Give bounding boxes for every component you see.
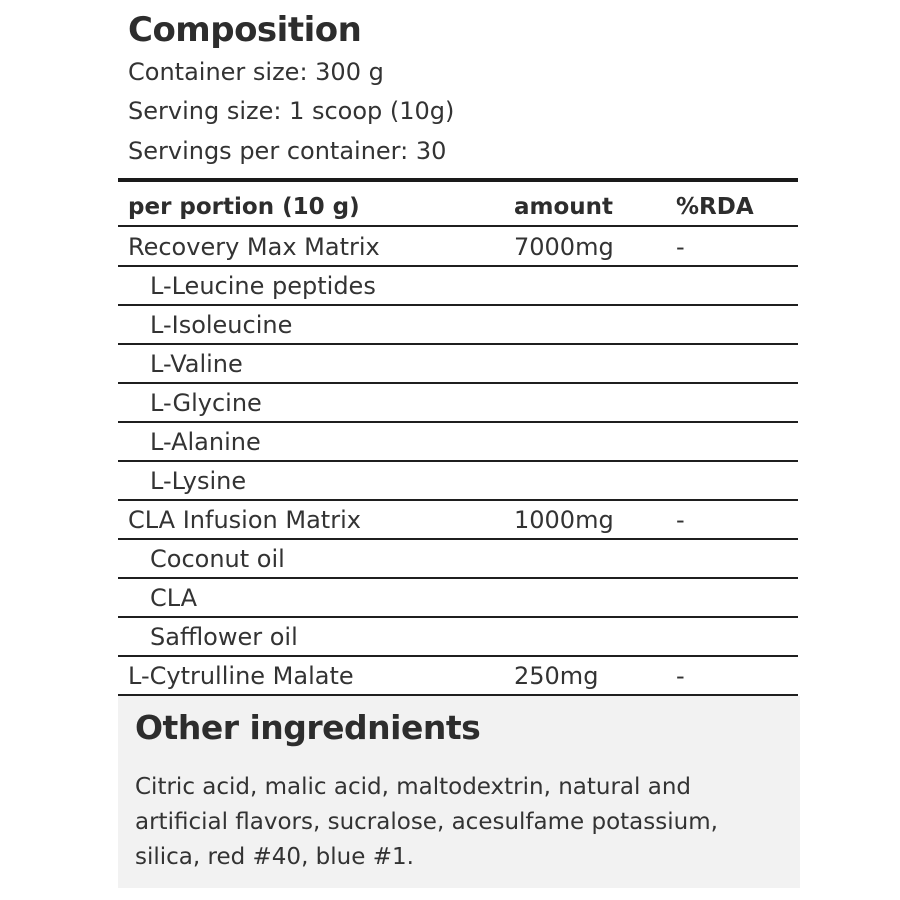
table-top-rule (118, 178, 798, 182)
table-row (118, 657, 798, 696)
ingredient-amount: 250mg (514, 661, 599, 690)
ingredient-amount: 1000mg (514, 505, 614, 534)
table-row (118, 501, 798, 540)
ingredient-name: L-Alanine (150, 427, 261, 456)
ingredient-name: CLA (150, 583, 198, 612)
ingredient-name: L-Leucine peptides (150, 271, 376, 300)
table-row (118, 462, 798, 501)
ingredient-name: L-Glycine (150, 388, 262, 417)
ingredient-name: Coconut oil (150, 544, 285, 573)
ingredient-rda: - (676, 232, 685, 261)
serving-size: Serving size: 1 scoop (10g) (128, 97, 455, 125)
table-row (118, 423, 798, 462)
composition-title: Composition (128, 10, 362, 50)
header-rda: %RDA (676, 193, 754, 220)
ingredient-name: Safflower oil (150, 622, 298, 651)
table-row (118, 384, 798, 423)
ingredient-amount: 7000mg (514, 232, 614, 261)
other-ingredients-text: Citric acid, malic acid, maltodextrin, natural and artificial flavors, sucralose, acesulfame potassium, silica, red #40, blue #1. (135, 774, 718, 870)
table-row (118, 267, 798, 306)
container-size: Container size: 300 g (128, 58, 384, 86)
header-amount: amount (514, 193, 614, 220)
table-row (118, 345, 798, 384)
ingredient-name: L-Cytrulline Malate (128, 661, 354, 690)
table-row (118, 306, 798, 345)
ingredient-rda: - (676, 505, 685, 534)
table-row (118, 579, 798, 618)
ingredient-name: CLA Infusion Matrix (128, 505, 361, 534)
header-per-portion: per portion (10 g) (128, 193, 360, 220)
table-header-row (118, 188, 798, 227)
ingredient-name: Recovery Max Matrix (128, 232, 380, 261)
ingredient-name: L-Lysine (150, 466, 247, 495)
ingredient-rda: - (676, 661, 685, 690)
other-ingredients-title: Other ingrednients (135, 708, 481, 747)
servings-per-container: Servings per container: 30 (128, 137, 447, 165)
table-row (118, 618, 798, 657)
ingredient-name: L-Isoleucine (150, 310, 293, 339)
ingredient-name: L-Valine (150, 349, 243, 378)
table-row (118, 540, 798, 579)
table-row (118, 228, 798, 267)
